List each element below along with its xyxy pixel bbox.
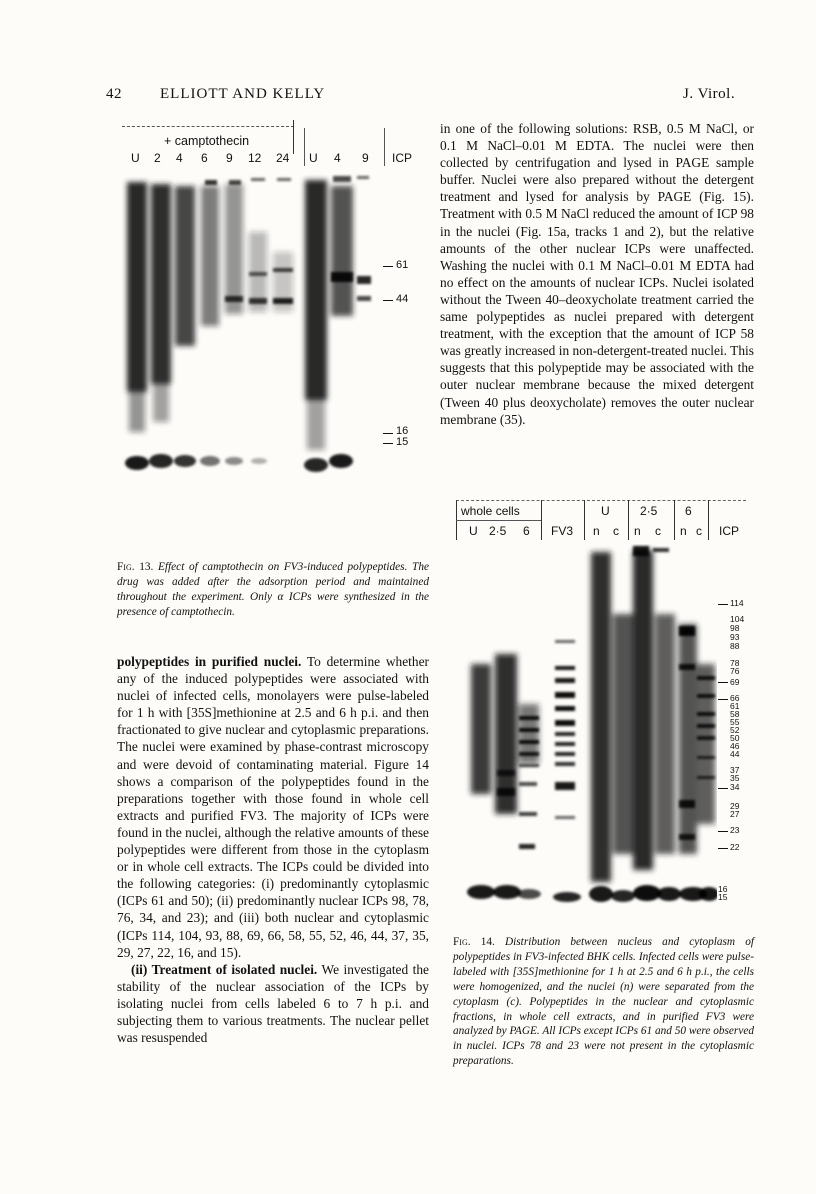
marker-label: 50 bbox=[730, 733, 740, 743]
lane-divider bbox=[384, 128, 385, 166]
marker-label: 22 bbox=[730, 842, 740, 852]
marker-label: 16 bbox=[718, 884, 728, 894]
marker-label: 98 bbox=[730, 623, 740, 633]
lane-label: U bbox=[469, 524, 478, 538]
marker-label: 93 bbox=[730, 632, 740, 642]
paragraph: We investigated the stability of the nuclear association of the ICPs by isolating nuclei from cells labeled 6 to 7 h p.i. and subjecting them to various treatments. The nuclear pellet was resuspended bbox=[117, 961, 429, 1046]
lane-label: 2 bbox=[154, 151, 161, 165]
lane-label: 9 bbox=[226, 151, 233, 165]
marker-label: 37 bbox=[730, 765, 740, 775]
lane-divider bbox=[674, 500, 675, 540]
marker-label: 34 bbox=[730, 782, 740, 792]
marker-label: 27 bbox=[730, 809, 740, 819]
right-column-text bbox=[440, 120, 754, 428]
marker-label: 104 bbox=[730, 614, 745, 624]
lane-label: c bbox=[696, 524, 702, 538]
marker-tick bbox=[383, 266, 393, 267]
lane-label: 9 bbox=[362, 151, 369, 165]
marker-tick bbox=[718, 831, 728, 832]
marker-label: 15 bbox=[396, 436, 409, 448]
lane-label: n bbox=[593, 524, 600, 538]
marker-label: 29 bbox=[730, 801, 740, 811]
lane-label: 6 bbox=[201, 151, 208, 165]
marker-label: 52 bbox=[730, 725, 740, 735]
marker-tick bbox=[718, 788, 728, 789]
marker-label: 35 bbox=[730, 773, 740, 783]
lane-label: ICP bbox=[719, 524, 740, 538]
lane-divider bbox=[304, 128, 305, 166]
marker-label: 114 bbox=[730, 598, 744, 608]
lane-label: 4 bbox=[176, 151, 183, 165]
lane-label: FV3 bbox=[551, 524, 574, 538]
lane-label: 4 bbox=[334, 151, 341, 165]
marker-tick bbox=[383, 433, 393, 434]
marker-label: 44 bbox=[396, 293, 409, 305]
marker-label: 76 bbox=[730, 666, 740, 676]
lane-label: ICP bbox=[392, 151, 413, 165]
lane-divider bbox=[708, 500, 709, 540]
section-heading: polypeptides in purified nuclei. bbox=[117, 654, 302, 669]
lane-label: U bbox=[131, 151, 140, 165]
figure-13-caption bbox=[117, 560, 429, 620]
lane-divider bbox=[584, 500, 585, 540]
lane-label: n bbox=[680, 524, 687, 538]
lane-divider bbox=[293, 120, 294, 154]
treatment-label: + camptothecin bbox=[164, 134, 250, 148]
marker-label: 78 bbox=[730, 658, 740, 668]
lane-label: c bbox=[655, 524, 661, 538]
page-number: 42 bbox=[106, 86, 122, 102]
journal-name: J. Virol. bbox=[683, 86, 736, 102]
marker-label: 55 bbox=[730, 717, 740, 727]
marker-label: 15 bbox=[718, 892, 728, 902]
lane-label: 6 bbox=[523, 524, 530, 538]
marker-label: 66 bbox=[730, 693, 740, 703]
marker-tick bbox=[383, 443, 393, 444]
marker-tick bbox=[718, 682, 728, 683]
header-rule bbox=[456, 500, 746, 502]
figure-14-caption bbox=[453, 935, 754, 1069]
caption-label: Fig. 13. bbox=[117, 561, 154, 573]
gel-autoradiograph-14 bbox=[457, 544, 717, 914]
lane-label: 24 bbox=[276, 151, 290, 165]
marker-tick bbox=[718, 604, 728, 605]
lane-divider bbox=[541, 500, 542, 540]
marker-label: 61 bbox=[396, 259, 409, 271]
group-label: whole cells bbox=[461, 504, 520, 518]
marker-tick bbox=[383, 300, 393, 301]
marker-label: 69 bbox=[730, 677, 740, 687]
marker-label: 44 bbox=[730, 749, 740, 759]
lane-divider bbox=[628, 500, 629, 540]
group-label: U bbox=[601, 504, 610, 518]
paragraph: in one of the following solutions: RSB, 0.5 M NaCl, or 0.1 M NaCl–0.01 M EDTA. The nuclei were then collected by centrifugation and lysed in PAGE sample buffer. Nuclei were also prepared without the detergent treatment and lysed for analysis by PAGE (Fig. 15). Treatment with 0.5 M NaCl reduced the amount of ICP 98 in the nuclei (Fig. 15a, tracks 1 and 2), but the relative amounts of the other nuclear ICPs were unaffected. Washing the nuclei with 0.1 M NaCl–0.01 M EDTA had no effect on the amounts of nuclear ICPs. Nuclei isolated without the Tween 40–deoxycholate treatment carried the same polypeptides as nuclei prepared with detergent treatment, with the exception that the amount of ICP 58 was greatly increased in non-detergent-treated nuclei. This suggests that this polypeptide may be associated with the outer nuclear membrane because the mixed detergent (Tween 40 plus deoxycholate) removes the outer nuclear membrane (35). bbox=[440, 121, 754, 427]
marker-label: 88 bbox=[730, 641, 740, 651]
group-label: 6 bbox=[685, 504, 692, 518]
marker-label: 61 bbox=[730, 701, 740, 711]
left-column-text bbox=[117, 653, 429, 1046]
marker-tick bbox=[718, 848, 728, 849]
lane-label: n bbox=[634, 524, 641, 538]
caption-text: Distribution between nucleus and cytoplasm of polypeptides in FV3-infected BHK cells. Infected cells were pulse-labeled with [35S]methionine for 1 h at 2.5 and 6 h p.i., the cells were homogenized, and the nuclei (n) were separated from the cytoplasm (c). Polypeptides in the nuclear and cytoplasmic fractions, in whole cell extracts, and in purified FV3 were analyzed by PAGE. All ICPs except ICPs 61 and 50 were observed in nuclei. ICPs 78 and 23 were not present in the cytoplasmic preparations. bbox=[453, 936, 755, 1068]
marker-label: 58 bbox=[730, 709, 740, 719]
treatment-bracket bbox=[122, 126, 294, 128]
marker-label: 16 bbox=[396, 425, 409, 437]
section-heading: (ii) Treatment of isolated nuclei. bbox=[131, 961, 318, 977]
gel-autoradiograph-13 bbox=[121, 172, 383, 522]
group-label: 2·5 bbox=[640, 504, 658, 518]
marker-tick bbox=[718, 699, 728, 700]
caption-text: Effect of camptothecin on FV3-induced polypeptides. The drug was added after the adsorption period and maintained throughout the experiment. Only α ICPs were synthesized in the presence of camptothecin. bbox=[117, 561, 430, 618]
running-authors: ELLIOTT AND KELLY bbox=[160, 86, 326, 102]
figure-13 bbox=[116, 120, 426, 525]
caption-label: Fig. 14. bbox=[453, 936, 495, 948]
marker-label: 46 bbox=[730, 741, 740, 751]
figure-14 bbox=[453, 500, 758, 915]
marker-label: 23 bbox=[730, 825, 740, 835]
paragraph: To determine whether any of the induced polypeptides were associated with nuclei of infected cells, monolayers were pulse-labeled for 1 h with [35S]methionine at 2.5 and 6 h p.i. and then fractionated to give nuclear and cytoplasmic preparations. The nuclei were examined by phase-contrast microscopy and were devoid of contaminating material. Figure 14 shows a comparison of the polypeptides found in the preparations together with those found in whole cell extracts and purified FV3. The majority of ICPs were found in the nuclei, although the relative amounts of these polypeptides were different from those in the cytoplasm or in whole cell extracts. The ICPs could be divided into the following categories: (i) predominantly cytoplasmic (ICPs 61 and 50); (ii) predominantly nuclear ICPs 98, 78, 76, 34, and 23); and (iii) both nuclear and cytoplasmic (ICPs 114, 104, 93, 88, 69, 66, 58, 55, 52, 46, 44, 37, 35, 29, 27, 22, 16, and 15). bbox=[117, 654, 430, 960]
group-rule bbox=[456, 520, 541, 521]
lane-label: c bbox=[613, 524, 619, 538]
lane-label: U bbox=[309, 151, 318, 165]
lane-label: 2·5 bbox=[489, 524, 507, 538]
lane-label: 12 bbox=[248, 151, 262, 165]
